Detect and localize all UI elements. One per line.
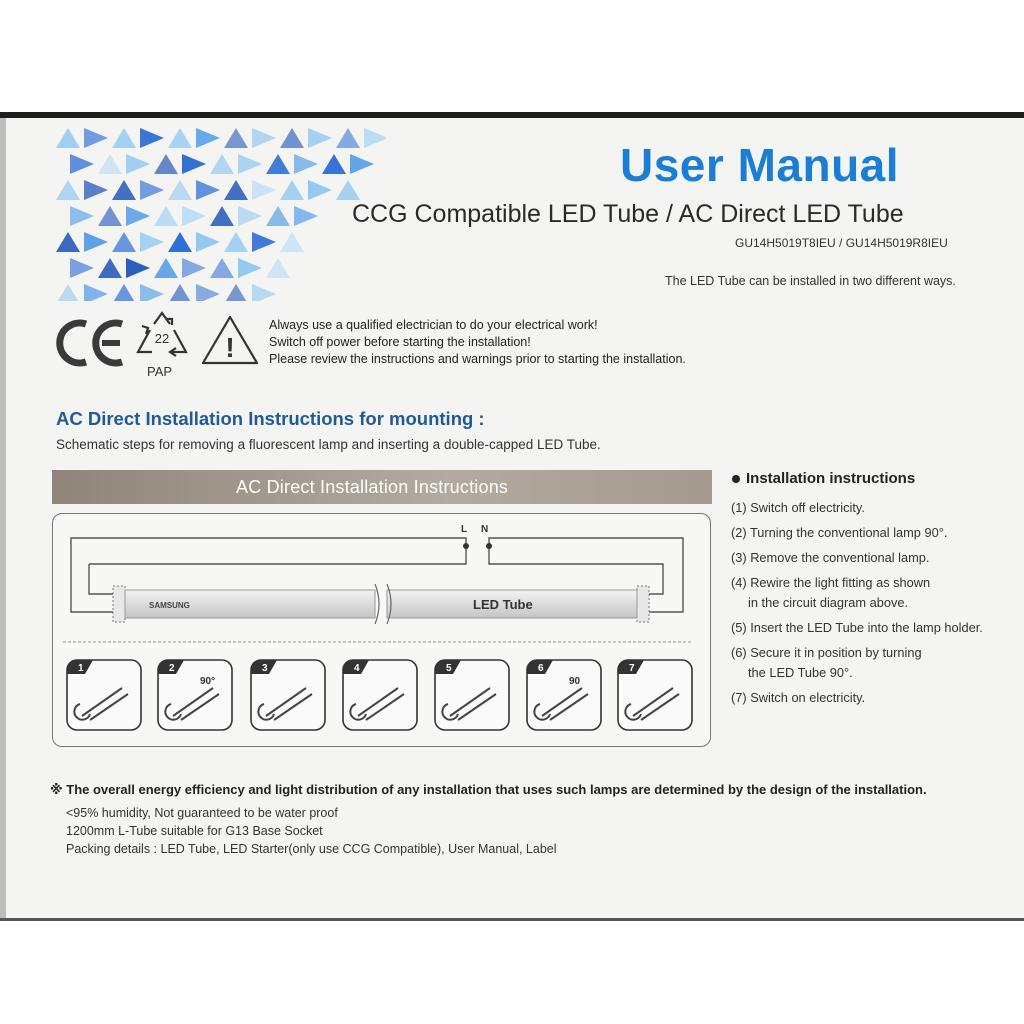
spec-item: 1200mm L-Tube suitable for G13 Base Socket: [66, 824, 323, 838]
instruction-text: (2) Turning the conventional lamp 90°.: [731, 525, 948, 540]
step-number: 7: [629, 663, 635, 674]
installation-diagram: [52, 513, 711, 747]
section-title: AC Direct Installation Instructions for mounting :: [56, 408, 485, 429]
live-label: L: [461, 524, 468, 535]
instruction-text-cont: in the circuit diagram above.: [748, 595, 909, 610]
rotation-angle: 90: [569, 676, 581, 687]
instruction-text: (7) Switch on electricity.: [731, 690, 866, 705]
product-subtitle: CCG Compatible LED Tube / AC Direct LED Tube: [352, 200, 904, 228]
spec-item: Packing details : LED Tube, LED Starter(only use CCG Compatible), User Manual, Label: [66, 842, 557, 856]
warning-line: Please review the instructions and warnings prior to starting the installation.: [269, 352, 686, 366]
neutral-label: N: [481, 524, 489, 535]
instructions-banner: [52, 470, 712, 504]
brand-label: SAMSUNG: [149, 601, 190, 610]
instruction-item: [731, 688, 983, 708]
svg-text:!: !: [225, 332, 235, 363]
page-title: User Manual: [620, 139, 900, 191]
instruction-text: (5) Insert the LED Tube into the lamp holder.: [731, 620, 983, 635]
install-ways-note: The LED Tube can be installed in two different ways.: [665, 274, 956, 288]
step-number: 2: [169, 663, 175, 674]
instructions-title: Installation instructions: [732, 470, 915, 487]
live-terminal: [463, 543, 469, 549]
step-number: 1: [78, 663, 84, 674]
instruction-item: [731, 618, 983, 638]
warning-line: Switch off power before starting the installation!: [269, 335, 531, 349]
instruction-text: (6) Secure it in position by turning: [731, 645, 922, 660]
recycle-number: 22: [154, 331, 170, 346]
spec-item: <95% humidity, Not guaranteed to be water proof: [66, 806, 338, 820]
circuit-diagram: [53, 514, 710, 746]
rotation-angle: 90°: [200, 676, 216, 687]
step-number: 6: [538, 663, 544, 674]
bullet-icon: [732, 475, 740, 483]
step-icons: [67, 660, 692, 730]
instruction-item: [731, 643, 983, 683]
instruction-item: [731, 523, 983, 543]
recycle-label: PAP: [147, 364, 173, 379]
step-number: 3: [262, 663, 268, 674]
manual-sheet: [0, 112, 1024, 921]
step-4-icon: [343, 660, 417, 730]
step-7-icon: [618, 660, 692, 730]
safety-warnings: [269, 317, 686, 368]
spec-list: [66, 804, 557, 858]
right-end-cap: [637, 586, 649, 622]
instructions-list: [731, 498, 983, 713]
step-5-icon: [435, 660, 509, 730]
instruction-text-cont: the LED Tube 90°.: [748, 665, 853, 680]
warning-line: Always use a qualified electrician to do your electrical work!: [269, 318, 598, 332]
triangle-mosaic-graphic: [56, 126, 386, 301]
instruction-item: [731, 548, 983, 568]
tube-label: LED Tube: [473, 597, 533, 612]
ce-mark-icon: [56, 318, 128, 368]
instruction-item: [731, 498, 983, 518]
step-2-icon: [158, 660, 232, 730]
instruction-text: (1) Switch off electricity.: [731, 500, 865, 515]
recycle-icon: [132, 310, 192, 366]
instruction-text: (3) Remove the conventional lamp.: [731, 550, 930, 565]
step-3-icon: [251, 660, 325, 730]
efficiency-note: ※ The overall energy efficiency and light distribution of any installation that uses such lamps are determined by the design of the installation.: [50, 782, 927, 797]
step-6-icon: [527, 660, 601, 730]
instruction-text: (4) Rewire the light fitting as shown: [731, 575, 931, 590]
model-numbers: GU14H5019T8IEU / GU14H5019R8IEU: [735, 236, 948, 250]
step-1-icon: [67, 660, 141, 730]
section-subtitle: Schematic steps for removing a fluorescent lamp and inserting a double-capped LED Tube.: [56, 437, 601, 452]
neutral-terminal: [486, 543, 492, 549]
banner-label: AC Direct Installation Instructions: [236, 477, 509, 497]
step-number: 5: [446, 663, 452, 674]
instruction-item: [731, 573, 983, 613]
warning-triangle-icon: [200, 314, 260, 366]
step-number: 4: [354, 663, 360, 674]
left-end-cap: [113, 586, 125, 622]
